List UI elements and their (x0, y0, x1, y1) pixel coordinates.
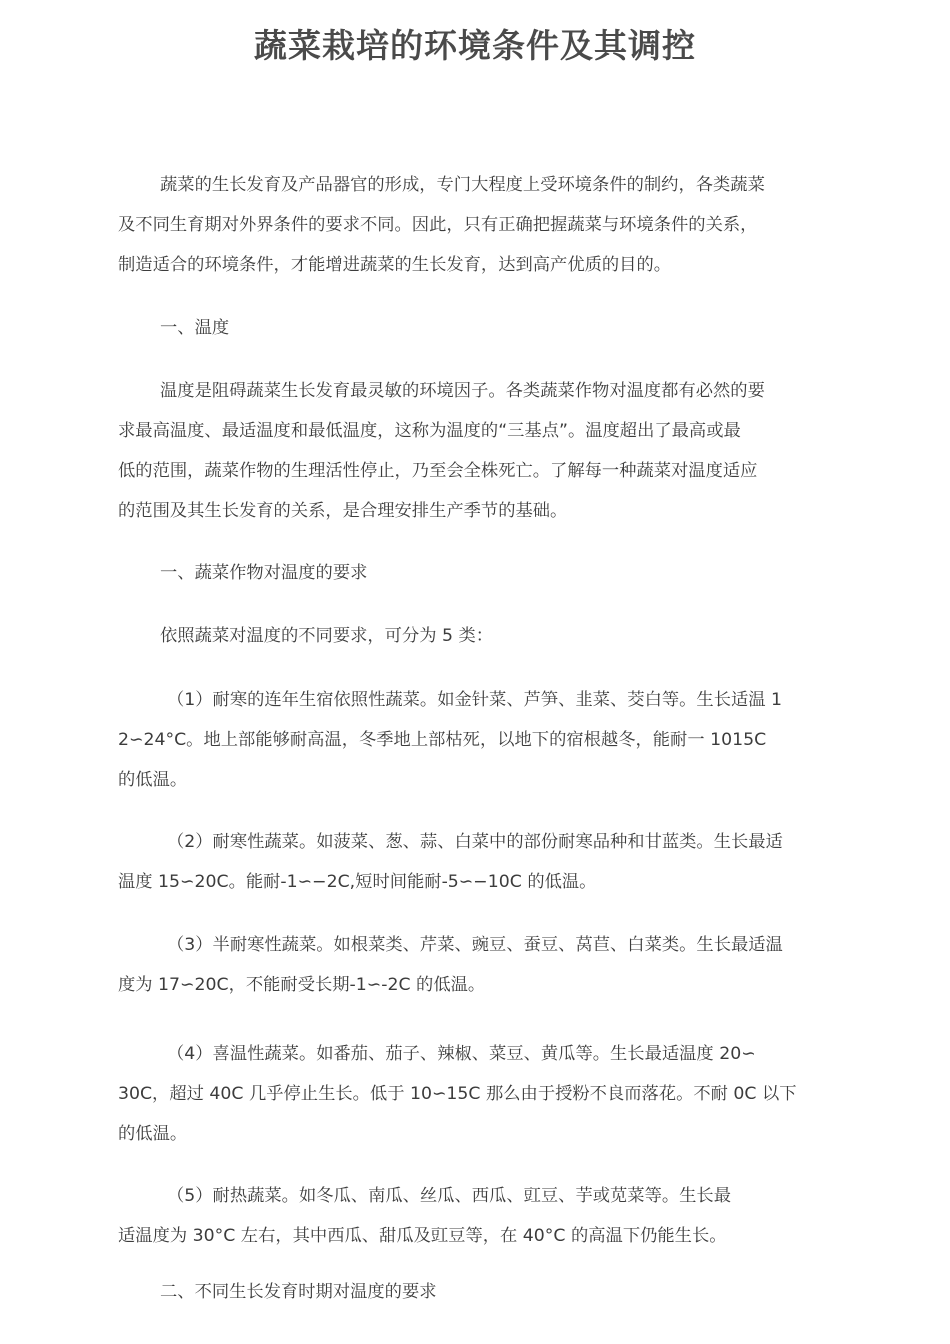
list-item (118, 925, 838, 1005)
text-line: （1）耐寒的连年生宿依照性蔬菜。如金针菜、芦笋、韭菜、茭白等。生长适温 1 (167, 690, 783, 710)
list-item (118, 1034, 838, 1154)
text-line: 及不同生育期对外界条件的要求不同。因此，只有正确把握蔬菜与环境条件的关系， (118, 215, 758, 235)
text-line: 2∽24°C。地上部能够耐高温，冬季地上部枯死，以地下的宿根越冬，能耐一 1015C (118, 730, 767, 750)
text-line: 30C，超过 40C 几乎停止生长。低于 10∽15C 那么由于授粉不良而落花。不耐 0C 以下 (118, 1084, 797, 1104)
subsection-heading-growth-stages: 二、不同生长发育时期对温度的要求 (160, 1282, 437, 1302)
text-line: 温度 15∽20C。能耐-1∽−2C,短时间能耐-5∽−10C 的低温。 (118, 872, 597, 892)
document-title: 蔬菜栽培的环境条件及其调控 (254, 26, 696, 65)
list-item (118, 822, 838, 902)
subsection-heading-requirements: 一、蔬菜作物对温度的要求 (160, 563, 368, 583)
intro-paragraph (118, 165, 838, 285)
text-line: 适温度为 30°C 左右，其中西瓜、甜瓜及豇豆等，在 40°C 的高温下仍能生长。 (118, 1226, 727, 1246)
text-line: 的低温。 (118, 770, 188, 790)
text-line: 制造适合的环境条件，才能增进蔬菜的生长发育，达到高产优质的目的。 (118, 255, 672, 275)
text-line: （4）喜温性蔬菜。如番茄、茄子、辣椒、菜豆、黄瓜等。生长最适温度 20∽ (167, 1044, 756, 1064)
text-line: （2）耐寒性蔬菜。如菠菜、葱、蒜、白菜中的部份耐寒品种和甘蓝类。生长最适 (167, 832, 783, 852)
text-line: （3）半耐寒性蔬菜。如根菜类、芹菜、豌豆、蚕豆、莴苣、白菜类。生长最适温 (167, 935, 783, 955)
text-line: 的范围及其生长发育的关系，是合理安排生产季节的基础。 (118, 501, 568, 521)
section-heading-temperature: 一、温度 (160, 318, 230, 338)
temperature-paragraph (118, 371, 838, 531)
text-line: （5）耐热蔬菜。如冬瓜、南瓜、丝瓜、西瓜、豇豆、芋或苋菜等。生长最 (167, 1186, 731, 1206)
text-line: 的低温。 (118, 1124, 188, 1144)
text-line: 温度是阻碍蔬菜生长发育最灵敏的环境因子。各类蔬菜作物对温度都有必然的要 (160, 381, 765, 401)
text-line: 低的范围，蔬菜作物的生理活性停止，乃至会全株死亡。了解每一种蔬菜对温度适应 (118, 461, 758, 481)
classification-intro: 依照蔬菜对温度的不同要求，可分为 5 类： (160, 626, 494, 646)
list-item (118, 1176, 838, 1256)
list-item (118, 680, 838, 800)
text-line: 蔬菜的生长发育及产品器官的形成，专门大程度上受环境条件的制约，各类蔬菜 (160, 175, 765, 195)
text-line: 度为 17∽20C，不能耐受长期-1∽-2C 的低温。 (118, 975, 486, 995)
text-line: 求最高温度、最适温度和最低温度，这称为温度的“三基点”。温度超出了最高或最 (118, 421, 741, 441)
